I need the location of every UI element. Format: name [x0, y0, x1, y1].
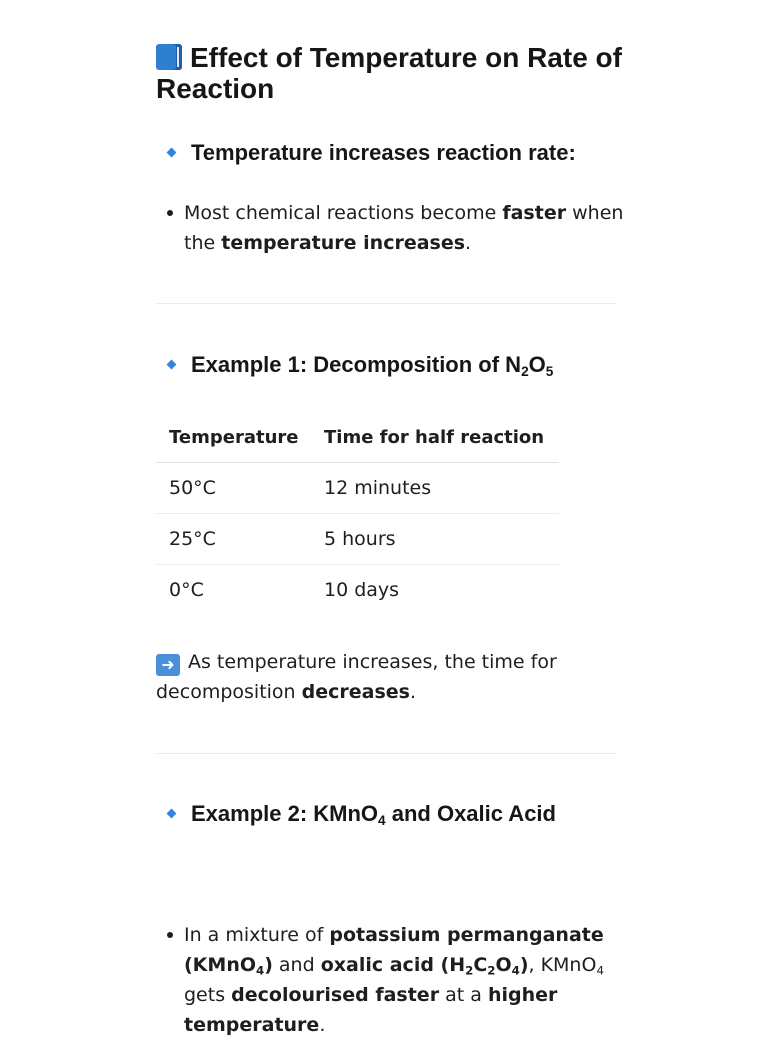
table-cell: 25°C [156, 514, 311, 565]
diamond-bullet-icon [167, 360, 177, 370]
list-item: Most chemical reactions become faster when the temperature increases. [156, 198, 644, 258]
right-arrow-icon: ➜ [156, 654, 180, 676]
section-heading-rate: Temperature increases reaction rate: [156, 140, 616, 166]
section-heading-example2: Example 2: KMnO$_4$ and Oxalic Acid [156, 801, 616, 827]
book-icon [156, 44, 182, 70]
table-cell: 12 minutes [311, 463, 559, 514]
divider [156, 303, 616, 304]
diamond-bullet-icon [167, 148, 177, 158]
table-header-row [156, 412, 559, 463]
table-row [156, 463, 559, 514]
column-header-time: Time for half reaction [311, 412, 559, 463]
table-cell: 0°C [169, 579, 204, 601]
table-row [156, 565, 559, 616]
section-heading-example1: Example 1: Decomposition of $N_2O_5$ [156, 352, 616, 378]
page-title-text: Effect of Temperature on Rate of Reaction [156, 42, 622, 104]
conclusion-note: ➜ As temperature increases, the time for decomposition decreases. [156, 651, 557, 703]
page-title [156, 42, 626, 104]
list-item: In a mixture of potassium permanganate (KMnO$_4$) and oxalic acid $(H_2C_2O_4)$, KMnO$_4$ gets decolourised faster at a higher temperature. [156, 920, 644, 1040]
table-row [156, 514, 559, 565]
column-header-temperature: Temperature [156, 412, 311, 463]
bullet-dot-icon [167, 932, 173, 938]
table-cell: 10 days [324, 579, 400, 601]
diamond-bullet-icon [167, 809, 177, 819]
divider [156, 753, 616, 754]
bullet-dot-icon [167, 210, 173, 216]
table-cell: 5 hours [311, 514, 559, 565]
table-cell: 50°C [156, 463, 311, 514]
half-reaction-table [156, 412, 559, 615]
